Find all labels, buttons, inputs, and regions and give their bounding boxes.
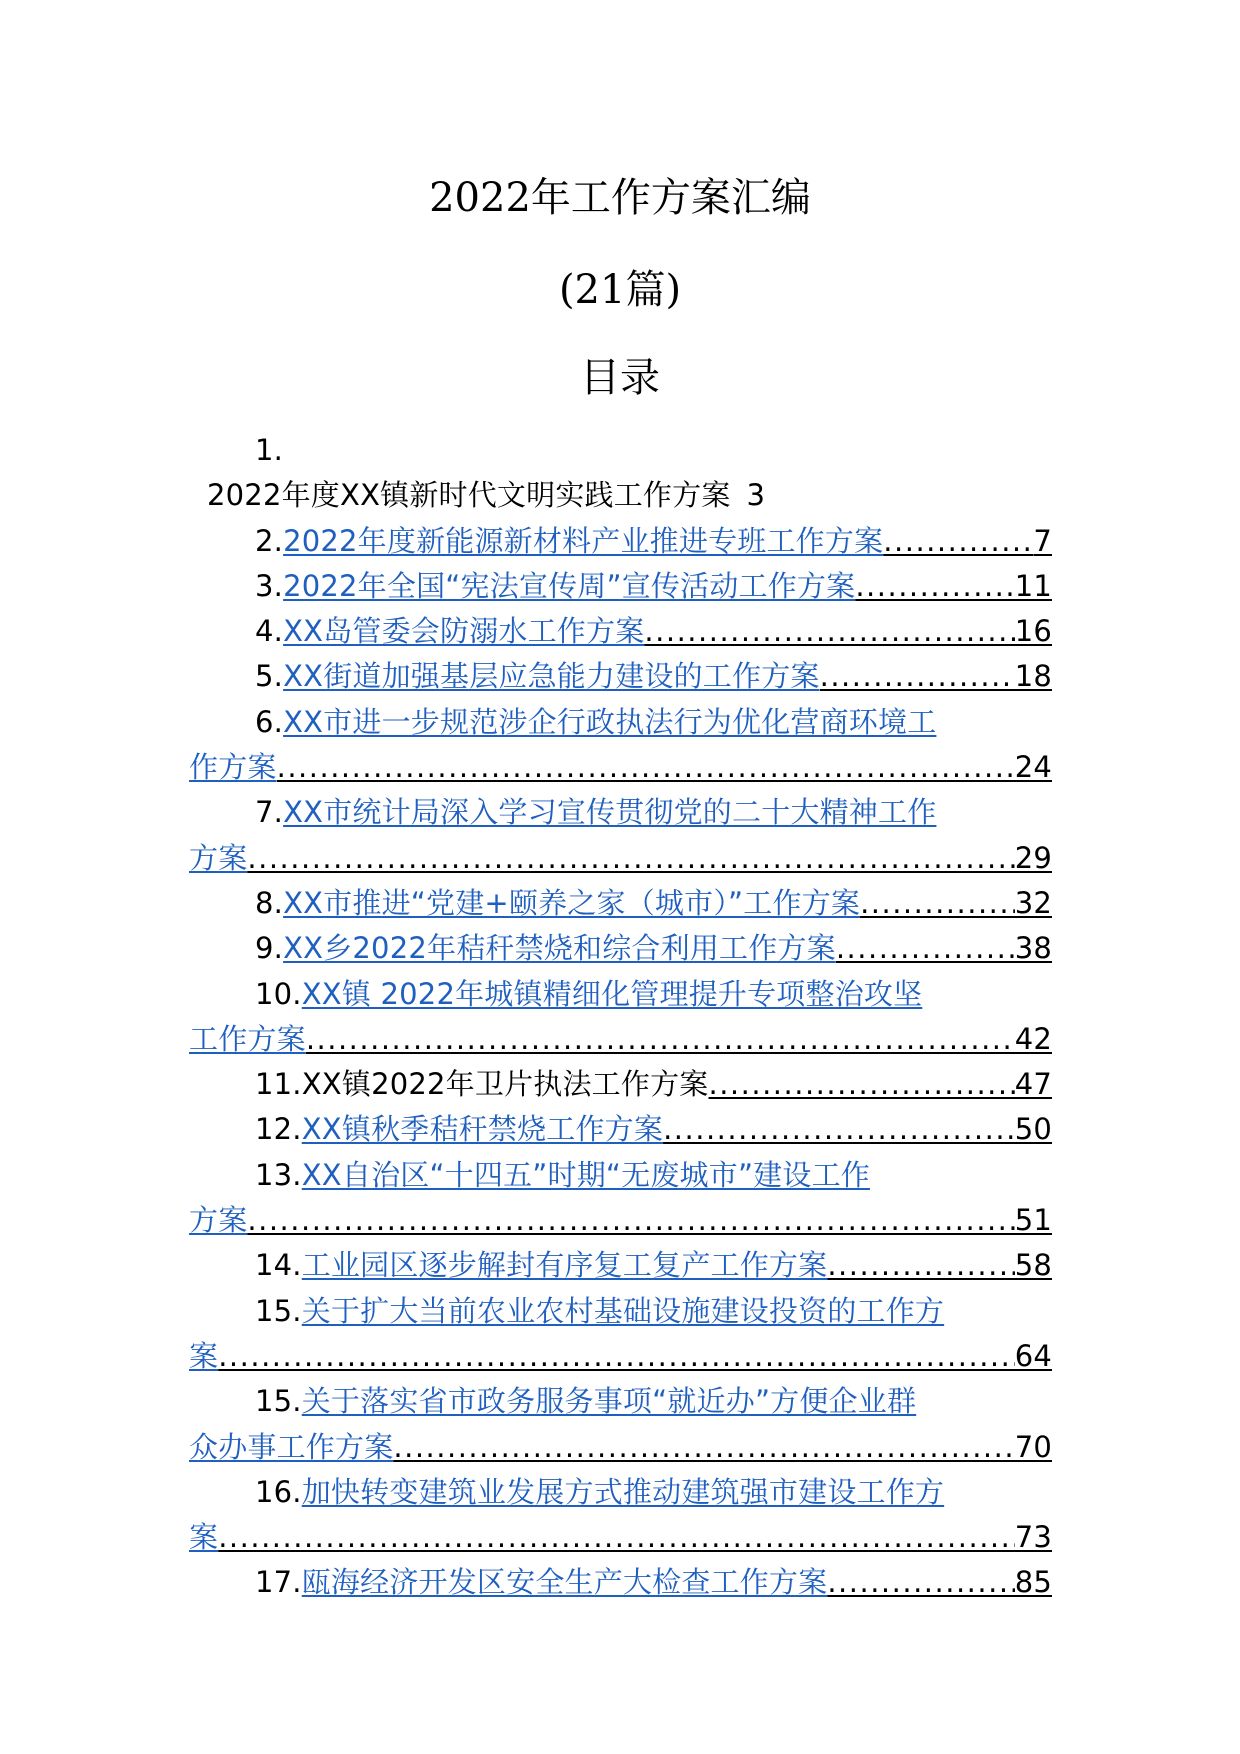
- toc-dot-leader: [277, 745, 1015, 790]
- toc-entry[interactable]: [189, 790, 1052, 881]
- toc-entry-number: 12.: [255, 1112, 302, 1147]
- toc-entry-number: 1.: [255, 433, 284, 467]
- toc-entry-page: 24: [1014, 750, 1052, 785]
- toc-entry-link-continued[interactable]: 众办事工作方案: [189, 1429, 394, 1464]
- toc-entry-page: 32: [1014, 885, 1052, 920]
- toc-entry-number: 8.: [255, 885, 284, 920]
- toc-entry-link-continued[interactable]: 工作方案: [189, 1021, 306, 1056]
- toc-entry-page: 73: [1014, 1520, 1052, 1555]
- toc-entry-page: 29: [1014, 840, 1052, 875]
- toc-entry-link-continued[interactable]: 作方案: [189, 750, 277, 785]
- toc-entry-page: 51: [1014, 1203, 1052, 1238]
- toc-entry-number: 2.: [255, 523, 284, 558]
- toc-entry-link[interactable]: XX镇 2022年城镇精细化管理提升专项整治攻坚: [301, 976, 923, 1011]
- toc-entry[interactable]: [189, 1062, 1052, 1107]
- toc-entry[interactable]: [189, 564, 1052, 609]
- toc-entry-page: 50: [1014, 1112, 1052, 1147]
- toc-dot-leader: [708, 1062, 1014, 1107]
- toc-entry-link[interactable]: XX镇秋季秸秆禁烧工作方案: [301, 1112, 664, 1147]
- toc-entry-link[interactable]: 工业园区逐步解封有序复工复产工作方案: [301, 1248, 828, 1283]
- toc-entry[interactable]: [189, 609, 1052, 654]
- toc-dot-leader: [883, 519, 1033, 564]
- toc-dot-leader: [836, 926, 1015, 971]
- toc-entry-link-continued[interactable]: 案: [189, 1338, 219, 1373]
- toc-entry[interactable]: [189, 1107, 1052, 1152]
- toc-entry[interactable]: [189, 1560, 1052, 1605]
- toc-heading: 目录: [580, 355, 660, 401]
- toc-entry-link[interactable]: 关于扩大当前农业农村基础设施建设投资的工作方: [301, 1293, 945, 1328]
- toc-entry-link[interactable]: 关于落实省市政务服务事项“就近办”方便企业群: [301, 1384, 917, 1419]
- toc-entry-page: 38: [1014, 931, 1052, 966]
- toc-entry-page: 7: [1033, 523, 1052, 558]
- toc-dot-leader: [663, 1107, 1015, 1152]
- toc-entry-number: 15.: [255, 1293, 302, 1328]
- toc-entry-link[interactable]: XX岛管委会防溺水工作方案: [283, 614, 645, 649]
- toc-entry-number: 5.: [255, 659, 284, 694]
- toc-entry-number: 4.: [255, 614, 284, 649]
- document-subtitle: (21篇): [558, 267, 682, 313]
- toc-entry[interactable]: [189, 1153, 1052, 1244]
- toc-entry-number: 14.: [255, 1248, 302, 1283]
- toc-entry-title[interactable]: 2022年度XX镇新时代文明实践工作方案: [207, 478, 731, 513]
- toc-entry-number: 16.: [255, 1474, 302, 1509]
- toc-entry-number: 6.: [255, 704, 284, 739]
- toc-dot-leader: [306, 1017, 1015, 1062]
- toc-entry-title[interactable]: XX镇2022年卫片执法工作方案: [301, 1067, 709, 1102]
- toc-entry-page: 85: [1014, 1565, 1052, 1600]
- toc-entry[interactable]: [189, 428, 1052, 519]
- toc-entry-link[interactable]: 瓯海经济开发区安全生产大检查工作方案: [301, 1565, 828, 1600]
- toc-entry-number: 11.: [255, 1067, 302, 1102]
- toc-entry-page: 11: [1014, 568, 1052, 603]
- toc-dot-leader: [247, 1198, 1014, 1243]
- toc-entry-link[interactable]: XX自治区“十四五”时期“无废城市”建设工作: [301, 1157, 870, 1192]
- toc-entry-link[interactable]: XX街道加强基层应急能力建设的工作方案: [283, 659, 820, 694]
- toc-entry[interactable]: [189, 1243, 1052, 1288]
- toc-entry-link[interactable]: XX乡2022年秸秆禁烧和综合利用工作方案: [283, 931, 836, 966]
- toc-entry[interactable]: [189, 1470, 1052, 1561]
- toc-dot-leader: [860, 881, 1015, 926]
- toc-entry-page: 70: [1014, 1429, 1052, 1464]
- document-title: 2022年工作方案汇编: [429, 175, 811, 221]
- toc-dot-leader: [855, 564, 1014, 609]
- toc-entry-link[interactable]: XX市进一步规范涉企行政执法行为优化营商环境工: [283, 704, 937, 739]
- toc-entry-link[interactable]: XX市推进“党建+颐养之家（城市）”工作方案: [283, 885, 861, 920]
- toc-entry[interactable]: [189, 972, 1052, 1063]
- toc-entry-number: 10.: [255, 976, 302, 1011]
- toc-entry-number: 13.: [255, 1157, 302, 1192]
- toc-entry-link[interactable]: 2022年全国“宪法宣传周”宣传活动工作方案: [283, 568, 856, 603]
- toc-entry-page: 16: [1014, 614, 1052, 649]
- toc-entry-page: 3: [746, 478, 766, 513]
- toc-entry-link[interactable]: XX市统计局深入学习宣传贯彻党的二十大精神工作: [283, 795, 937, 830]
- toc-dot-leader: [393, 1425, 1014, 1470]
- table-of-contents: [189, 428, 1052, 1606]
- toc-entry-link[interactable]: 2022年度新能源新材料产业推进专班工作方案: [283, 523, 884, 558]
- toc-dot-leader: [820, 654, 1015, 699]
- toc-entry-link-continued[interactable]: 方案: [189, 840, 248, 875]
- toc-entry-page: 42: [1014, 1021, 1052, 1056]
- toc-entry-link[interactable]: 加快转变建筑业发展方式推动建筑强市建设工作方: [301, 1474, 945, 1509]
- toc-entry[interactable]: [189, 926, 1052, 971]
- toc-entry-number: 7.: [255, 795, 284, 830]
- toc-entry-link-continued[interactable]: 方案: [189, 1203, 248, 1238]
- toc-entry-page: 64: [1014, 1338, 1052, 1373]
- toc-entry[interactable]: [189, 881, 1052, 926]
- toc-entry[interactable]: [189, 1289, 1052, 1380]
- toc-entry[interactable]: [189, 1379, 1052, 1470]
- toc-dot-leader: [247, 836, 1014, 881]
- toc-entry-number: 9.: [255, 931, 284, 966]
- toc-entry[interactable]: [189, 519, 1052, 564]
- toc-dot-leader: [827, 1243, 1014, 1288]
- toc-dot-leader: [218, 1334, 1014, 1379]
- toc-entry-link-continued[interactable]: 案: [189, 1520, 219, 1555]
- toc-entry-page: 18: [1014, 659, 1052, 694]
- toc-dot-leader: [644, 609, 1014, 654]
- toc-entry[interactable]: [189, 654, 1052, 699]
- toc-entry[interactable]: [189, 700, 1052, 791]
- toc-dot-leader: [827, 1560, 1014, 1605]
- toc-entry-number: 3.: [255, 568, 284, 603]
- toc-entry-page: 47: [1014, 1067, 1052, 1102]
- toc-entry-number: 15.: [255, 1384, 302, 1419]
- toc-entry-page: 58: [1014, 1248, 1052, 1283]
- toc-entry-number: 17.: [255, 1565, 302, 1600]
- toc-dot-leader: [218, 1515, 1014, 1560]
